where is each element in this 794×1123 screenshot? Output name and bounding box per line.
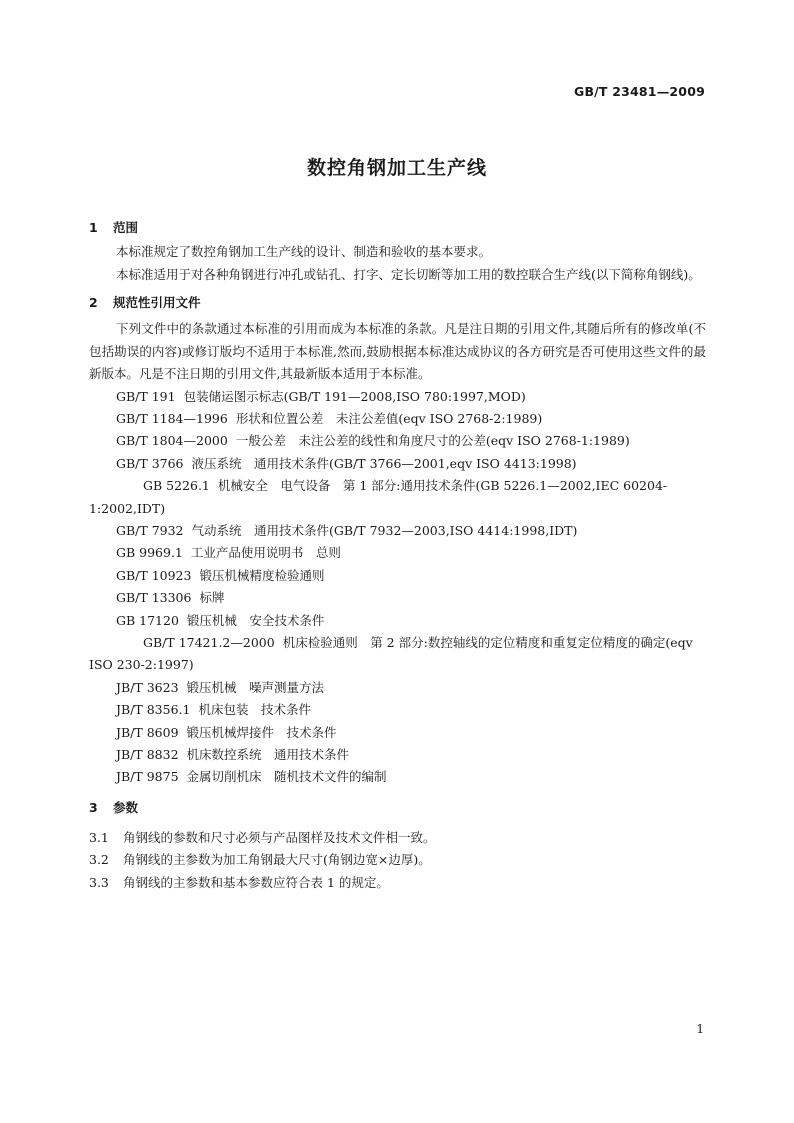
document-title: 数控角钢加工生产线 — [306, 157, 487, 179]
reference-code: JB/T 9875 — [116, 769, 179, 785]
parameter-clause — [89, 849, 706, 872]
normative-refs-intro: 下列文件中的条款通过本标准的引用而成为本标准的条款。凡是注日期的引用文件,其随后所有的修改单(不包括勘误的内容)或修订版均不适用于本标准,然而,鼓励根据本标准达成协议的各方研究是否可使用这些文件的最新版本。凡是不注日期的引用文件,其最新版本适用于本标准。 — [89, 321, 706, 381]
reference-item — [89, 766, 706, 788]
reference-item — [89, 677, 706, 699]
reference-title: 一般公差 未注公差的线性和角度尺寸的公差(eqv ISO 2768-1:1989) — [235, 433, 630, 449]
reference-title: 金属切削机床 随机技术文件的编制 — [186, 769, 387, 785]
document-body — [89, 215, 706, 894]
reference-item — [89, 475, 706, 520]
section-number: 2 — [89, 295, 98, 310]
section-title: 规范性引用文件 — [113, 295, 201, 310]
reference-item — [89, 587, 706, 609]
reference-item — [89, 386, 706, 408]
clause-text: 角钢线的主参数和基本参数应符合表 1 的规定。 — [123, 874, 389, 890]
section-title: 范围 — [113, 220, 139, 235]
reference-title: 机床数控系统 通用技术条件 — [186, 747, 350, 762]
reference-code: GB 17120 — [116, 612, 179, 628]
reference-item — [89, 722, 706, 744]
reference-code: JB/T 8609 — [116, 724, 179, 740]
section-title: 参数 — [113, 799, 139, 815]
reference-item — [89, 744, 706, 766]
reference-item — [89, 520, 706, 542]
reference-code: GB/T 7932 — [116, 522, 184, 538]
scope-paragraph: 本标准规定了数控角钢加工生产线的设计、制造和验收的基本要求。 — [116, 244, 492, 259]
clause-text: 角钢线的主参数为加工角钢最大尺寸(角钢边宽×边厚)。 — [123, 852, 431, 868]
section-heading-normative-refs — [89, 290, 706, 316]
reference-code: JB/T 3623 — [116, 679, 179, 695]
reference-code: GB/T 191 — [116, 388, 176, 404]
parameter-clause — [89, 827, 706, 850]
standard-number: GB/T 23481—2009 — [573, 84, 705, 99]
reference-code: GB/T 10923 — [116, 567, 192, 583]
clause-number: 3.3 — [89, 874, 109, 890]
reference-title: 形状和位置公差 未注公差值(eqv ISO 2768-2:1989) — [235, 410, 543, 426]
reference-title: 锻压机械 安全技术条件 — [186, 612, 325, 628]
reference-code: JB/T 8832 — [116, 747, 179, 762]
reference-code: GB 5226.1 — [143, 478, 210, 494]
section-number: 3 — [89, 799, 98, 815]
reference-title: 锻压机械焊接件 技术条件 — [186, 724, 337, 740]
clause-text: 角钢线的参数和尺寸必须与产品图样及技术文件相一致。 — [123, 829, 436, 845]
reference-code: GB/T 1804—2000 — [116, 433, 228, 449]
reference-code: GB/T 17421.2—2000 — [143, 634, 275, 650]
section-number: 1 — [89, 220, 98, 235]
reference-code: GB/T 1184—1996 — [116, 410, 228, 426]
reference-item — [89, 699, 706, 721]
scope-paragraph: 本标准适用于对各种角钢进行冲孔或钻孔、打字、定长切断等加工用的数控联合生产线(以下简称角钢线)。 — [116, 266, 701, 282]
clause-number: 3.2 — [89, 852, 109, 868]
page-number: 1 — [696, 1022, 704, 1036]
reference-item — [89, 565, 706, 587]
reference-title: 工业产品使用说明书 总则 — [190, 545, 341, 561]
reference-title: 气动系统 通用技术条件(GB/T 7932—2003,ISO 4414:1998,IDT) — [191, 522, 578, 538]
reference-code: GB 9969.1 — [116, 545, 183, 561]
reference-title: 机床检验通则 第 2 部分:数控轴线的定位精度和重复定位精度的确定(eqv ISO 230-2:1997) — [89, 634, 693, 673]
parameter-clause — [89, 872, 706, 895]
reference-title: 包装储运图示标志(GB/T 191—2008,ISO 780:1997,MOD) — [183, 388, 526, 404]
reference-title: 锻压机械 噪声测量方法 — [186, 679, 325, 695]
section-heading-scope — [89, 215, 706, 241]
reference-item — [89, 453, 706, 475]
reference-item — [89, 632, 706, 677]
reference-code: JB/T 8356.1 — [116, 702, 191, 718]
reference-title: 锻压机械精度检验通则 — [199, 567, 325, 583]
reference-title: 机床包装 技术条件 — [198, 702, 311, 718]
reference-title: 机械安全 电气设备 第 1 部分:通用技术条件(GB 5226.1—2002,IEC 60204-1:2002,IDT) — [89, 478, 668, 516]
reference-code: GB/T 3766 — [116, 455, 184, 471]
reference-item — [89, 430, 706, 452]
reference-title: 标牌 — [199, 590, 225, 606]
clause-number: 3.1 — [89, 829, 109, 845]
reference-item — [89, 610, 706, 632]
reference-code: GB/T 13306 — [116, 590, 192, 606]
section-heading-parameters — [89, 795, 706, 821]
reference-item — [89, 408, 706, 430]
reference-title: 液压系统 通用技术条件(GB/T 3766—2001,eqv ISO 4413:1998) — [191, 455, 577, 471]
reference-item — [89, 542, 706, 564]
